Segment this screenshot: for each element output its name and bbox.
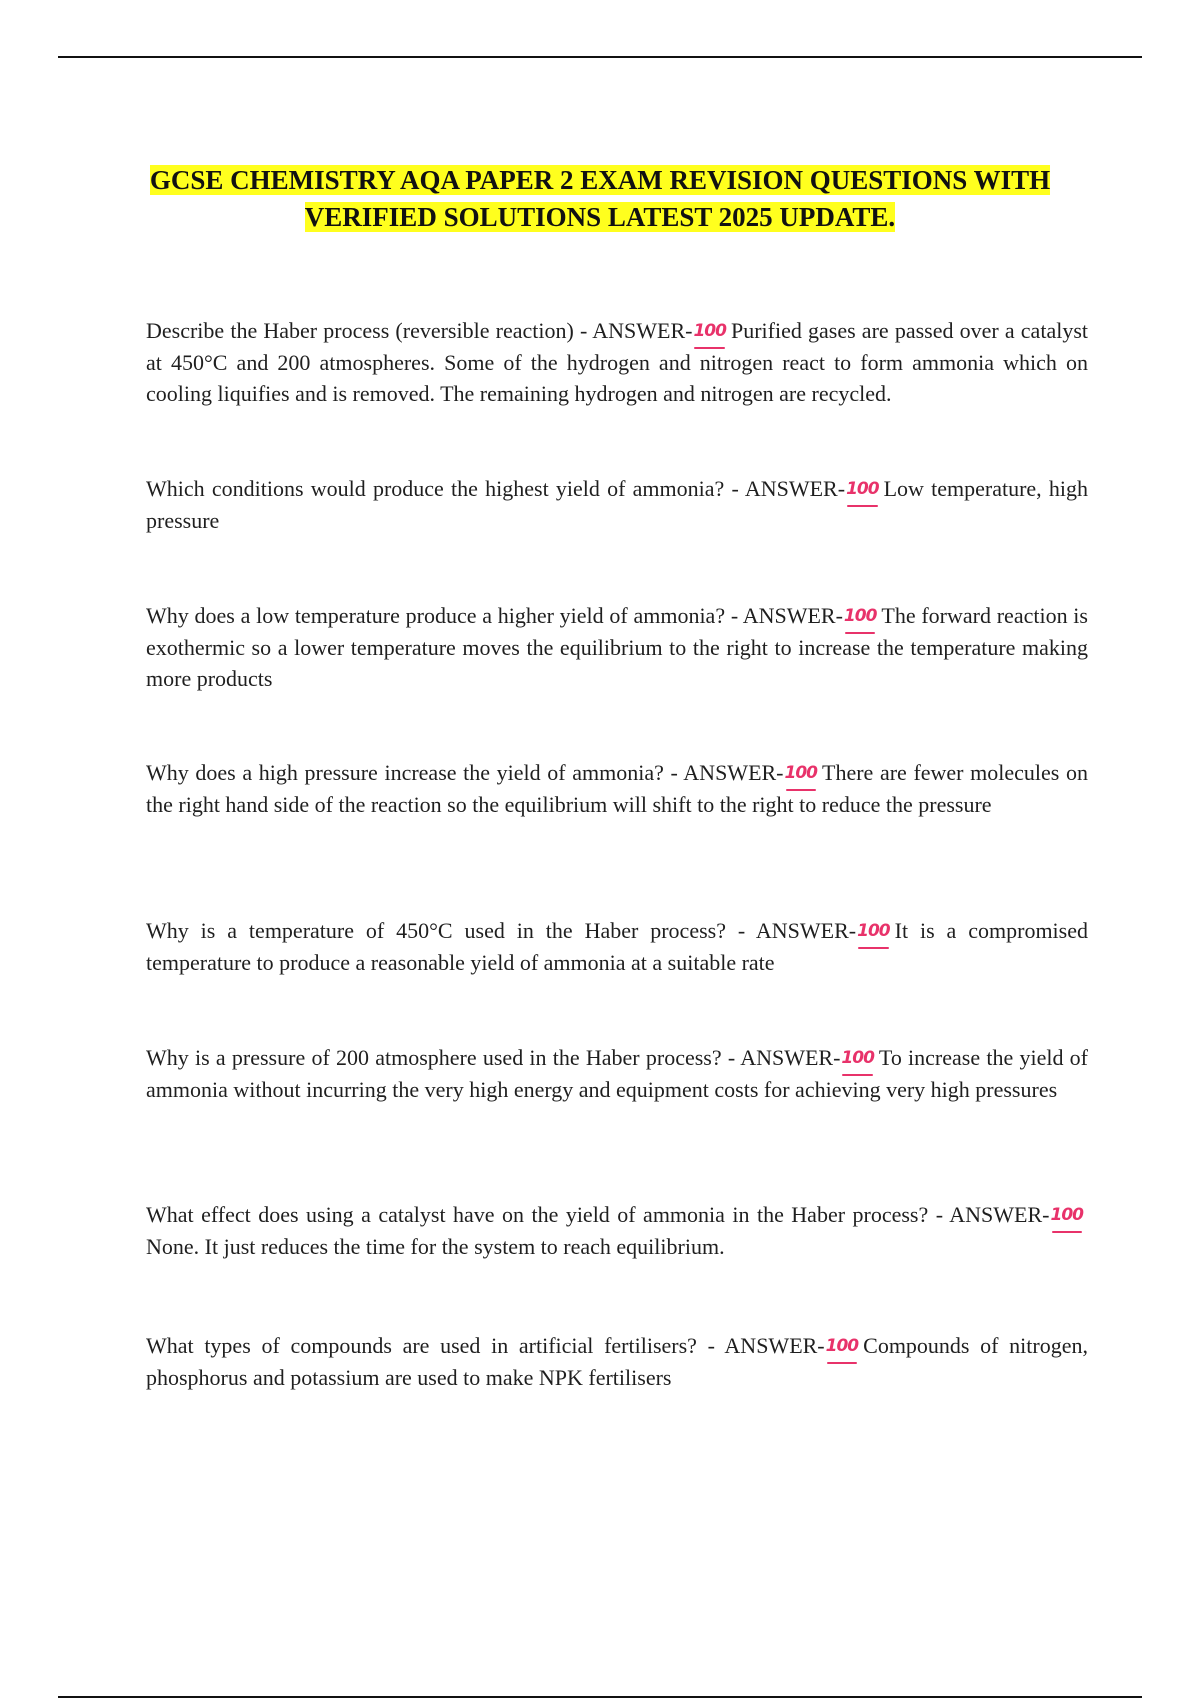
answer-label: ANSWER- xyxy=(744,476,846,501)
qa-item xyxy=(146,1199,1088,1262)
answer-text: Compounds of nitrogen, phosphorus and potassium are used to make NPK fertilisers xyxy=(146,1333,1088,1390)
hundred-points-icon: 100 xyxy=(846,474,879,505)
question-text: Why is a pressure of 200 atmosphere used in the Haber process? - xyxy=(146,1045,741,1070)
question-text: Why does a low temperature produce a higher yield of ammonia? - xyxy=(146,603,743,628)
answer-text: It is a compromised temperature to produce a reasonable yield of ammonia at a suitable rate xyxy=(146,918,1088,975)
hundred-points-icon: 100 xyxy=(857,916,890,947)
hundred-points-icon: 100 xyxy=(785,758,818,789)
answer-label: ANSWER- xyxy=(683,760,784,785)
qa-item xyxy=(146,1330,1088,1393)
hundred-points-icon: 100 xyxy=(693,316,726,347)
qa-item xyxy=(146,1042,1088,1105)
answer-label: ANSWER- xyxy=(740,1045,841,1070)
qa-item xyxy=(146,473,1088,536)
document-title-text: GCSE CHEMISTRY AQA PAPER 2 EXAM REVISION QUESTIONS WITH VERIFIED SOLUTIONS LATEST 2025 UPDATE. xyxy=(149,165,1051,233)
answer-text: Purified gases are passed over a catalyst at 450°C and 200 atmospheres. Some of the hydrogen and nitrogen react to form ammonia which on cooling liquifies and is removed. The remaining hydrogen and nitrogen are recycled. xyxy=(146,318,1088,406)
bottom-divider xyxy=(58,1696,1142,1698)
answer-text: The forward reaction is exothermic so a lower temperature moves the equilibrium to the right to increase the temperature making more products xyxy=(146,603,1088,691)
answer-text: There are fewer molecules on the right hand side of the reaction so the equilibrium will shift to the right to reduce the pressure xyxy=(146,760,1088,817)
hundred-points-icon: 100 xyxy=(826,1331,859,1362)
hundred-points-icon: 100 xyxy=(1051,1200,1084,1231)
answer-label: ANSWER- xyxy=(755,918,857,943)
document-title xyxy=(120,162,1080,236)
question-text: What types of compounds are used in artificial fertilisers? - xyxy=(146,1333,725,1358)
qa-item xyxy=(146,915,1088,978)
hundred-points-icon: 100 xyxy=(844,601,877,632)
question-text: Why is a temperature of 450°C used in the Haber process? - xyxy=(146,918,756,943)
question-text: Describe the Haber process (reversible reaction) - xyxy=(146,318,593,343)
answer-label: ANSWER- xyxy=(724,1333,825,1358)
answer-label: ANSWER- xyxy=(949,1202,1050,1227)
qa-item xyxy=(146,600,1088,694)
answer-text: Low temperature, high pressure xyxy=(146,476,1088,533)
hundred-points-icon: 100 xyxy=(841,1043,874,1074)
top-divider xyxy=(58,56,1142,58)
answer-text: None. It just reduces the time for the system to reach equilibrium. xyxy=(146,1234,725,1259)
qa-item xyxy=(146,315,1088,409)
question-text: What effect does using a catalyst have on the yield of ammonia in the Haber process? - xyxy=(146,1202,950,1227)
answer-text: To increase the yield of ammonia without incurring the very high energy and equipment costs for achieving very high pressures xyxy=(146,1045,1089,1102)
question-text: Why does a high pressure increase the yield of ammonia? - xyxy=(146,760,684,785)
qa-item xyxy=(146,757,1088,820)
answer-label: ANSWER- xyxy=(592,318,693,343)
question-text: Which conditions would produce the highest yield of ammonia? - xyxy=(146,476,745,501)
answer-label: ANSWER- xyxy=(742,603,843,628)
